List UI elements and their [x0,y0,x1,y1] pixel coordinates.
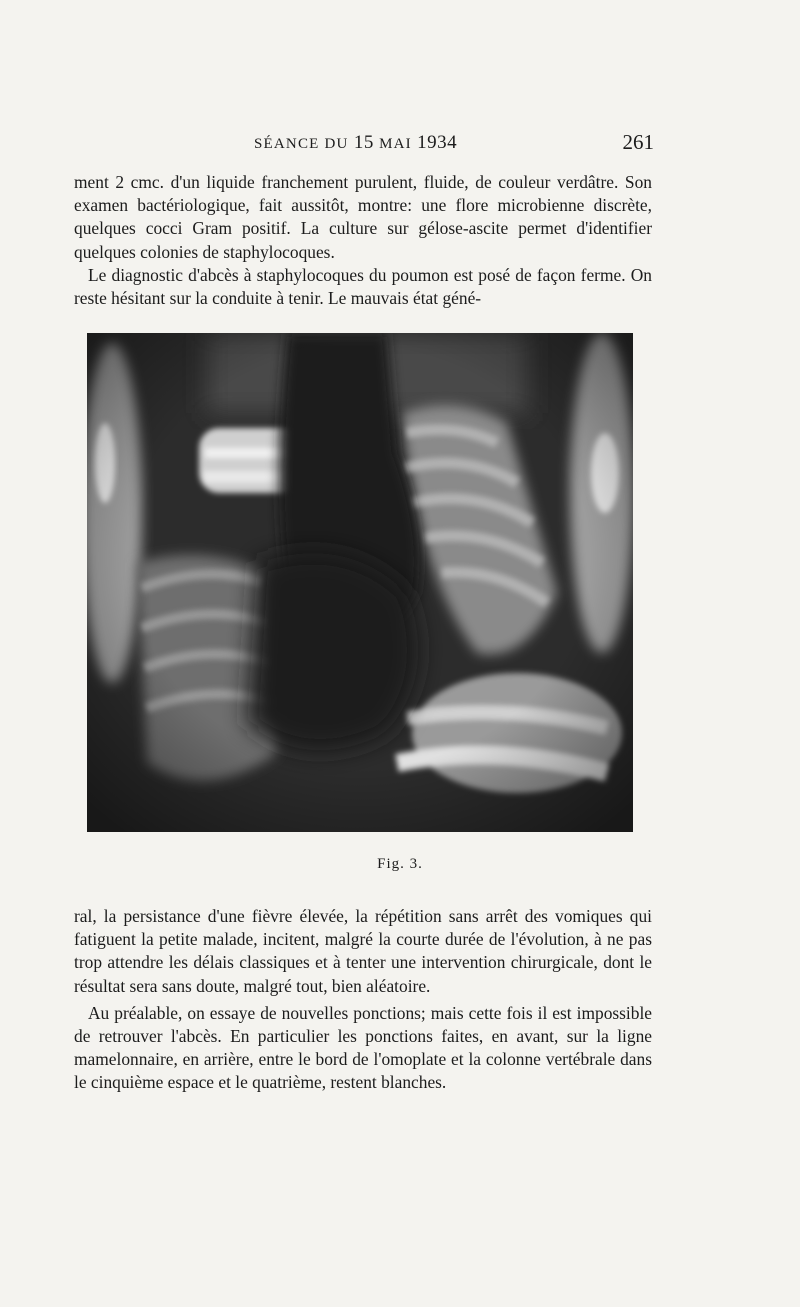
paragraph: ral, la persistance d'une fièvre élevée, la répétition sans arrêt des vomiques qui fatiguent la petite malade, incitent, malgré la courte durée de l'évolution, à ne pas trop attendre les délais classiques et à tenter une intervention chirurgicale, dont le résultat sera sans doute, malgré tout, bien aléatoire. [74,906,652,996]
paragraph: Le diagnostic d'abcès à staphylocoques du poumon est posé de façon ferme. On reste hésitant sur la conduite à tenir. Le mauvais état géné- [74,264,652,309]
running-head-date: 15 [353,132,374,153]
paragraph: ment 2 cmc. d'un liquide franchement purulent, fluide, de couleur verdâtre. Son examen bactériologique, fait aussitôt, montre: une flore microbienne discrète, quelques cocci Gram positif. La culture sur gélose-ascite permet d'identifier quelques colonies de staphylocoques. [74,172,652,262]
running-head-seance: SÉANCE DU [254,136,349,152]
running-head-month: MAI [379,136,412,152]
body-text-bottom [74,905,652,1095]
page-header [74,130,654,158]
page-number: 261 [622,130,654,154]
chest-xray-figure [87,333,633,832]
body-text-top [74,171,652,310]
running-head [254,132,457,154]
paragraph: Au préalable, on essaye de nouvelles ponctions; mais cette fois il est impossible de retrouver l'abcès. En particulier les ponctions faites, en avant, sur la ligne mamelonnaire, en arrière, entre le bord de l'omoplate et la colonne vertébrale dans le cinquième espace et le quatrième, restent blanches. [74,1002,652,1093]
chest-xray-image [87,333,633,832]
figure-caption: Fig. 3. [377,856,423,872]
running-head-year: 1934 [417,132,458,153]
